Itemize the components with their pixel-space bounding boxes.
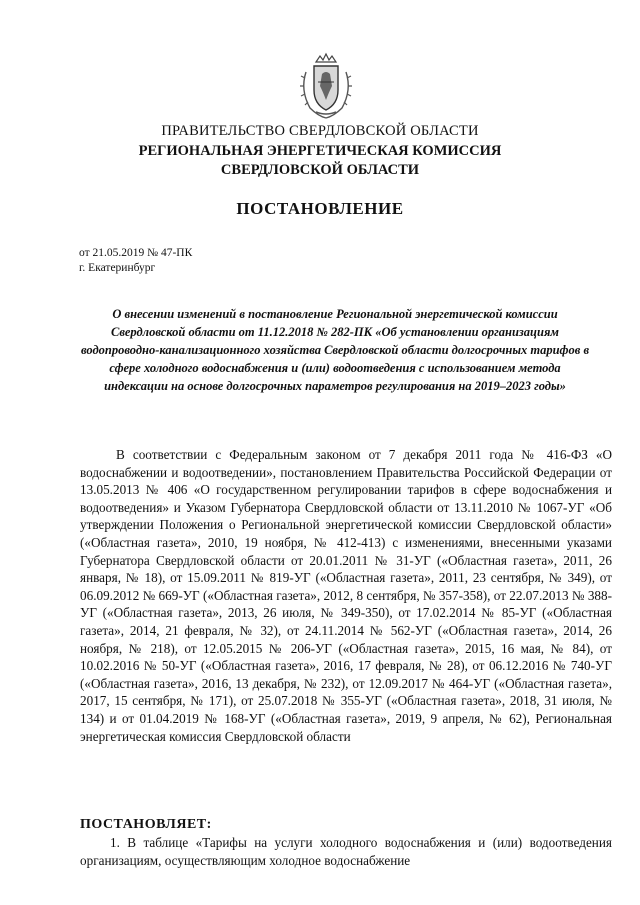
document-type: ПОСТАНОВЛЕНИЕ: [236, 199, 404, 218]
document-subject: О внесении изменений в постановление Региональной энергетической комиссии Свердловской области от 11.12.2018 № 282-ПК «Об установлении организациям водопроводно-канализационного хозяйства Свердловской области долгосрочных тарифов в сфере холодного водоснабжения и (или) водоотведения с использованием метода индексации на основе долгосрочных параметров регулирования на 2019–2023 годы»: [80, 307, 590, 393]
document-date-number: от 21.05.2019 № 47-ПК: [79, 247, 193, 259]
coat-of-arms-icon: [296, 52, 356, 122]
resolves-heading: ПОСТАНОВЛЯЕТ:: [80, 817, 212, 832]
commission-name-line1: РЕГИОНАЛЬНАЯ ЭНЕРГЕТИЧЕСКАЯ КОМИССИЯ: [138, 143, 502, 159]
clause-1: 1. В таблице «Тарифы на услуги холодного водоснабжения и (или) водоотведения организациям, осуществляющим холодное водоснабжение: [80, 835, 612, 868]
preamble-paragraph: В соответствии с Федеральным законом от 7 декабря 2011 года № 416-ФЗ «О водоснабжении и водоотведении», постановлением Правительства Российской Федерации от 13.05.2013 № 406 «О государственном регулировании тарифов в сфере водоснабжения и водоотведения» и Указом Губернатора Свердловской области от 13.11.2010 № 1067-УГ «Об утверждении Положения о Региональной энергетической комиссии Свердловской области» («Областная газета», 2010, 19 ноября, № 412-413) с изменениями, внесенными указами Губернатора Свердловской области от 20.01.2011 № 31-УГ («Областная газета», 2011, 26 января, № 18), от 15.09.2011 № 819-УГ («Областная газета», 2011, 23 сентября, № 349), от 06.09.2012 № 669-УГ («Областная газета», 2012, 8 сентября, № 357-358), от 22.07.2013 № 388-УГ («Областная газета», 2013, 26 июля, № 349-350), от 17.02.2014 № 85-УГ («Областная газета», 2014, 21 февраля, № 32), от 24.11.2014 № 562-УГ («Областная газета», 2014, 26 ноября, № 218), от 12.05.2015 № 206-УГ («Областная газета», 2015, 16 мая, № 84), от 10.02.2016 № 50-УГ («Областная газета», 2016, 17 февраля, № 28), от 06.12.2016 № 740-УГ («Областная газета», 2016, 13 декабря, № 232), от 12.09.2017 № 464-УГ («Областная газета», 2017, 15 сентября, № 171), от 25.07.2018 № 355-УГ («Областная газета», 2018, 31 июля, № 134) и от 01.04.2019 № 168-УГ («Областная газета», 2019, 9 апреля, № 62), Региональная энергетическая комиссия Свердловской области: [80, 447, 612, 744]
document-city: г. Екатеринбург: [79, 262, 156, 274]
commission-name-line2: СВЕРДЛОВСКОЙ ОБЛАСТИ: [220, 162, 420, 178]
government-name: ПРАВИТЕЛЬСТВО СВЕРДЛОВСКОЙ ОБЛАСТИ: [161, 123, 479, 139]
